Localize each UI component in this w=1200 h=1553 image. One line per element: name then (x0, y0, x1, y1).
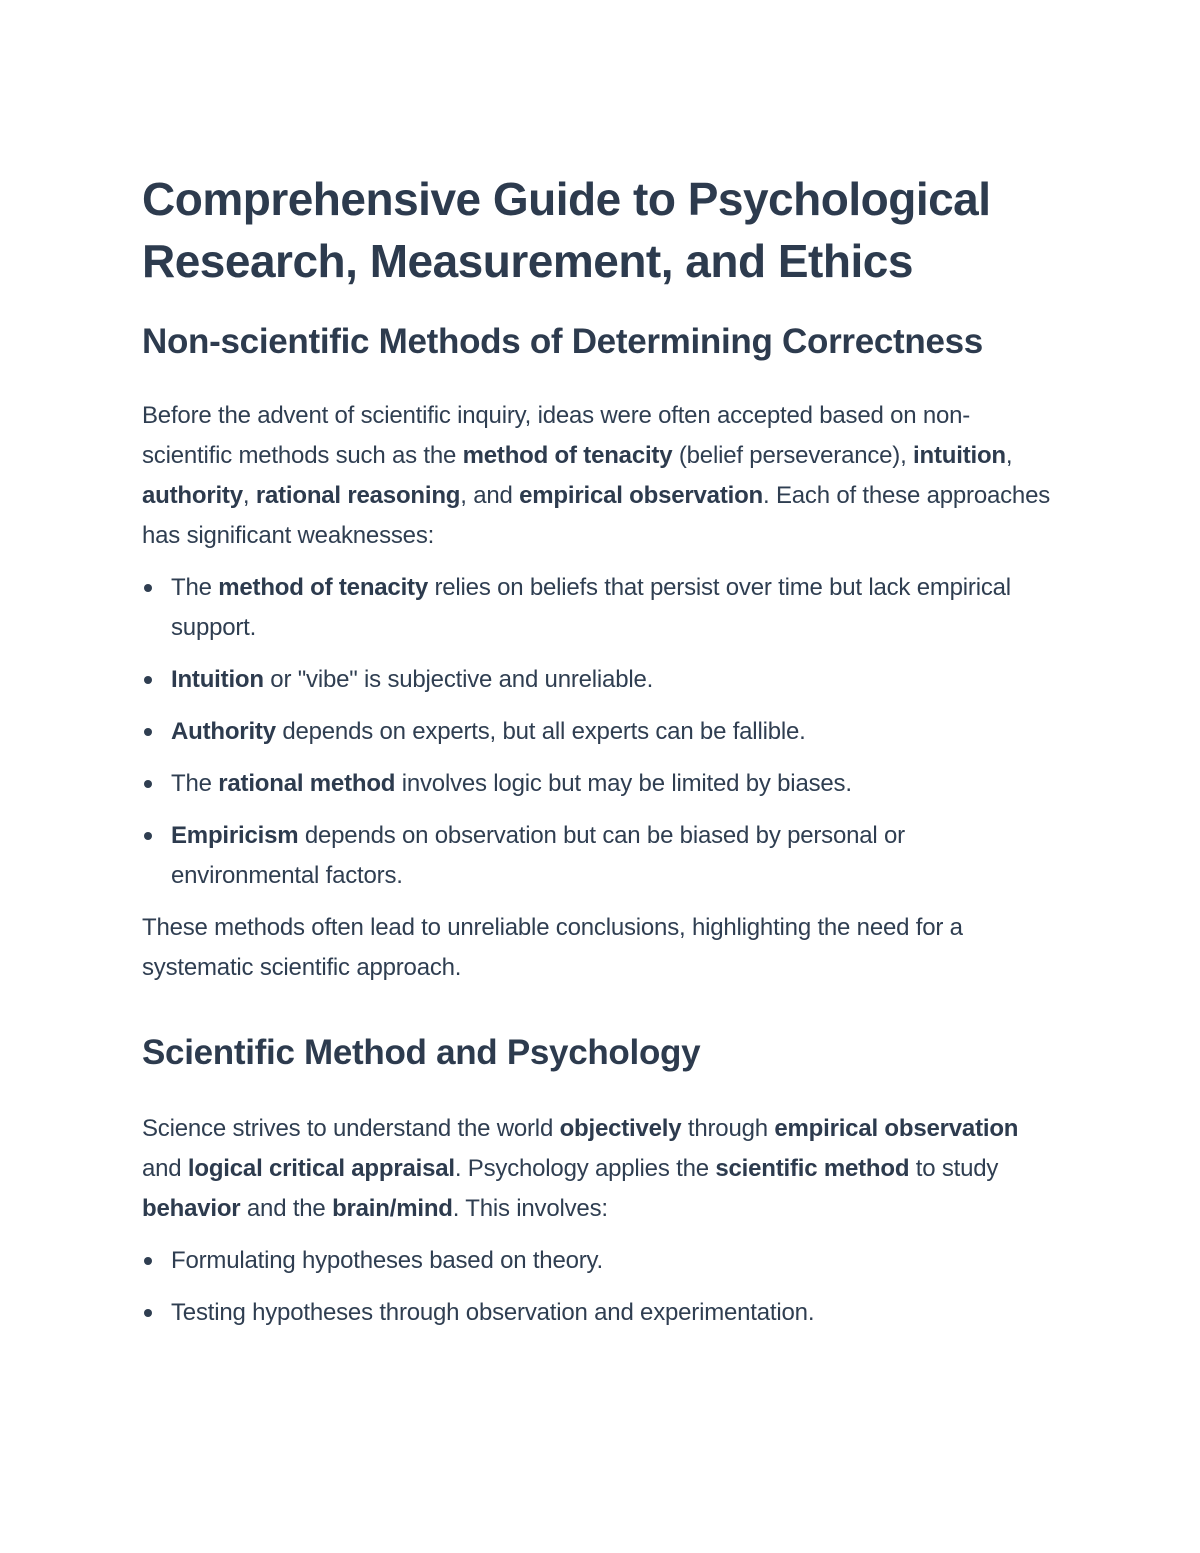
bullet-icon (144, 676, 152, 684)
term-scientific-method: scientific method (715, 1155, 910, 1182)
term-method-of-tenacity: method of tenacity (462, 442, 673, 469)
list-item: Intuition or "vibe" is subjective and unreliable. (142, 660, 1057, 700)
term-objectively: objectively (559, 1115, 682, 1142)
term-authority: authority (142, 482, 243, 509)
list-item: Authority depends on experts, but all experts can be fallible. (142, 712, 1057, 752)
term-rational-reasoning: rational reasoning (255, 482, 461, 509)
term-logical-critical-appraisal: logical critical appraisal (187, 1155, 455, 1182)
list-item: The method of tenacity relies on beliefs that persist over time but lack empirical support. (142, 568, 1057, 648)
list-item: Empiricism depends on observation but can be biased by personal or environmental factors. (142, 816, 1057, 896)
section2-intro-paragraph: Science strives to understand the world objectively through empirical observation and logical critical appraisal. Psychology applies the scientific method to study behavior and the brain/mind. This involves: (142, 1115, 1019, 1222)
document-page (142, 168, 1057, 1345)
term-empirical-observation: empirical observation (519, 482, 764, 509)
document-title: Comprehensive Guide to Psychological Research, Measurement, and Ethics (142, 173, 991, 287)
list-item: The rational method involves logic but may be limited by biases. (142, 764, 1057, 804)
section-heading-non-scientific-methods: Non-scientific Methods of Determining Correctness (142, 322, 983, 361)
section1-intro-paragraph: Before the advent of scientific inquiry, ideas were often accepted based on non-scientific methods such as the method of tenacity (belief perseverance), intuition, authority, rational reasoning, and empirical observation. Each of these approaches has significant weaknesses: (142, 402, 1051, 549)
section-heading-scientific-method: Scientific Method and Psychology (142, 1033, 701, 1072)
bullet-icon (144, 1309, 152, 1317)
section2-bullet-list (142, 1241, 1057, 1333)
section1-bullet-list (142, 568, 1057, 896)
term-intuition: intuition (913, 442, 1006, 469)
bullet-icon (144, 1257, 152, 1265)
bullet-icon (144, 832, 152, 840)
list-item: Testing hypotheses through observation and experimentation. (142, 1293, 1057, 1333)
section1-conclusion-paragraph: These methods often lead to unreliable conclusions, highlighting the need for a systematic scientific approach. (142, 914, 963, 981)
bullet-icon (144, 728, 152, 736)
term-brain-mind: brain/mind (332, 1195, 453, 1222)
bullet-icon (144, 780, 152, 788)
term-behavior: behavior (142, 1195, 241, 1222)
list-item: Formulating hypotheses based on theory. (142, 1241, 1057, 1281)
bullet-icon (144, 584, 152, 592)
term-empirical-observation: empirical observation (774, 1115, 1019, 1142)
